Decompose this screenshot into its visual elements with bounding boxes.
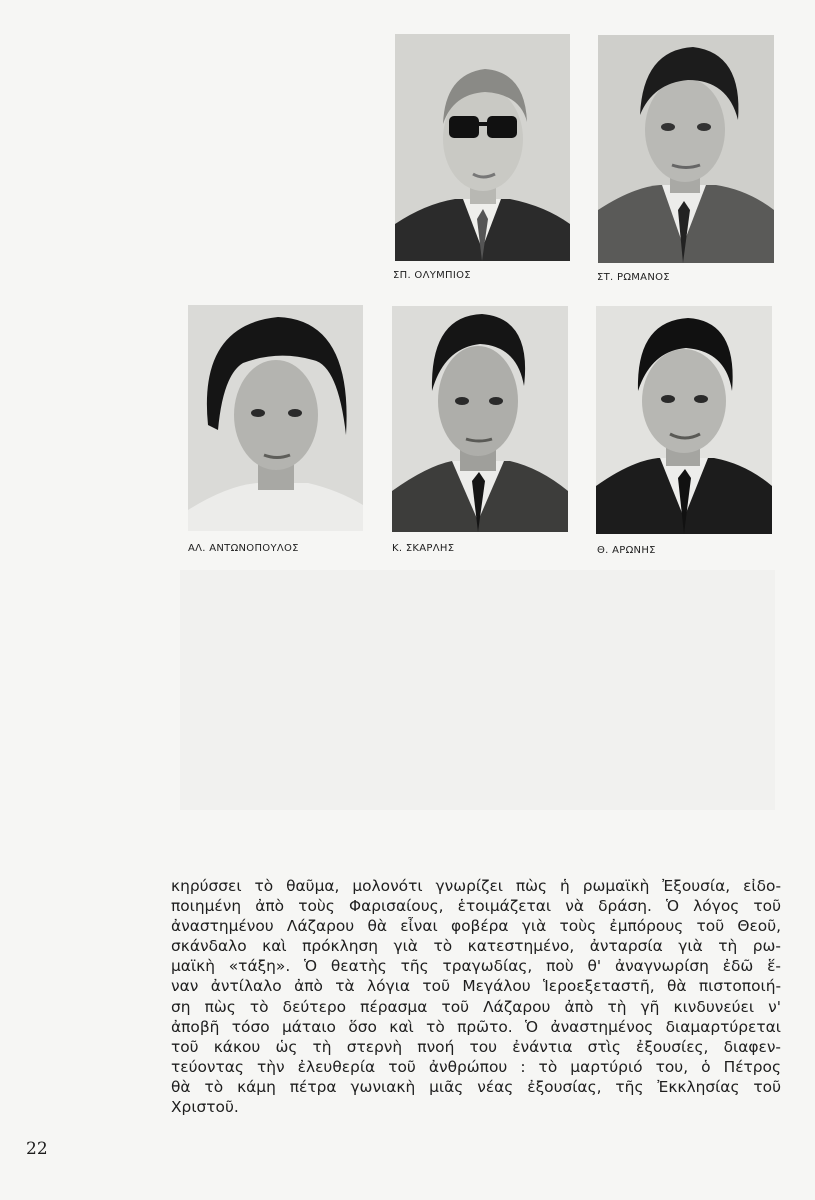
body-line: θὰ τὸ κάμη πέτρα γωνιακὴ μιᾶς νέας ἐξουσίας, τῆς Ἐκκλησίας τοῦ: [171, 1077, 781, 1096]
portrait-romanos-image: [598, 35, 774, 263]
blank-area: [180, 570, 775, 810]
caption-romanos: ΣΤ. ΡΩΜΑΝΟΣ: [597, 272, 670, 283]
body-line: ποιημένη ἀπὸ τοὺς Φαρισαίους, ἑτοιμάζεται νὰ δράση. Ὁ λόγος τοῦ: [171, 897, 781, 916]
body-paragraph: [171, 876, 781, 1117]
body-line: ναν ἀντίλαλο ἀπὸ τὰ λόγια τοῦ Μεγάλου Ἱεροεξεταστῆ, θὰ πιστοποιή-: [171, 977, 781, 996]
portrait-antonopoulos-image: [188, 305, 363, 531]
page-number: 22: [26, 1139, 48, 1159]
portrait-skarlis-image: [392, 306, 568, 532]
body-line: ἀποβῆ τόσο μάταιο ὅσο καὶ τὸ πρῶτο. Ὁ ἀναστημένος διαμαρτύρεται: [171, 1017, 781, 1036]
portrait-antonopoulos: [188, 305, 363, 531]
body-line: κηρύσσει τὸ θαῦμα, μολονότι γνωρίζει πὼς ἡ ρωμαϊκὴ Ἐξουσία, εἰδο-: [171, 877, 781, 895]
portrait-skarlis: [392, 306, 568, 532]
portrait-olympios-image: [395, 34, 570, 261]
body-line: τοῦ κάκου ὡς τὴ στερνὴ πνοή του ἐνάντια στὶς ἐξουσίες, διαφεν-: [171, 1037, 781, 1056]
body-line: ἀναστημένου Λάζαρου θὰ εἶναι φοβέρα γιὰ τοὺς ἐμπόρους τοῦ Θεοῦ,: [171, 917, 781, 936]
body-line: μαϊκὴ «τάξη». Ὁ θεατὴς τῆς τραγωδίας, ποὺ θ' ἀναγνωρίση ἐδῶ ἕ-: [171, 957, 781, 976]
caption-antonopoulos: ΑΛ. ΑΝΤΩΝΟΠΟΥΛΟΣ: [188, 543, 299, 554]
body-line: τεύοντας τὴν ἐλευθερία τοῦ ἀνθρώπου : τὸ μαρτύριό του, ὁ Πέτρος: [171, 1057, 781, 1076]
portrait-aronis-image: [596, 306, 772, 534]
portrait-romanos: [598, 35, 774, 263]
body-line: Χριστοῦ.: [171, 1098, 239, 1117]
caption-aronis: Θ. ΑΡΩΝΗΣ: [597, 545, 656, 556]
body-line: σκάνδαλο καὶ πρόκληση γιὰ τὸ κατεστημένο, ἀνταρσία γιὰ τὴ ρω-: [171, 937, 781, 956]
caption-skarlis: Κ. ΣΚΑΡΛΗΣ: [392, 543, 455, 554]
body-line: ση πὼς τὸ δεύτερο πέρασμα τοῦ Λάζαρου ἀπὸ τὴ γῆ κινδυνεύει ν': [171, 997, 781, 1016]
portrait-aronis: [596, 306, 772, 534]
caption-olympios: ΣΠ. ΟΛΥΜΠΙΟΣ: [393, 270, 471, 281]
portrait-olympios: [395, 34, 570, 261]
